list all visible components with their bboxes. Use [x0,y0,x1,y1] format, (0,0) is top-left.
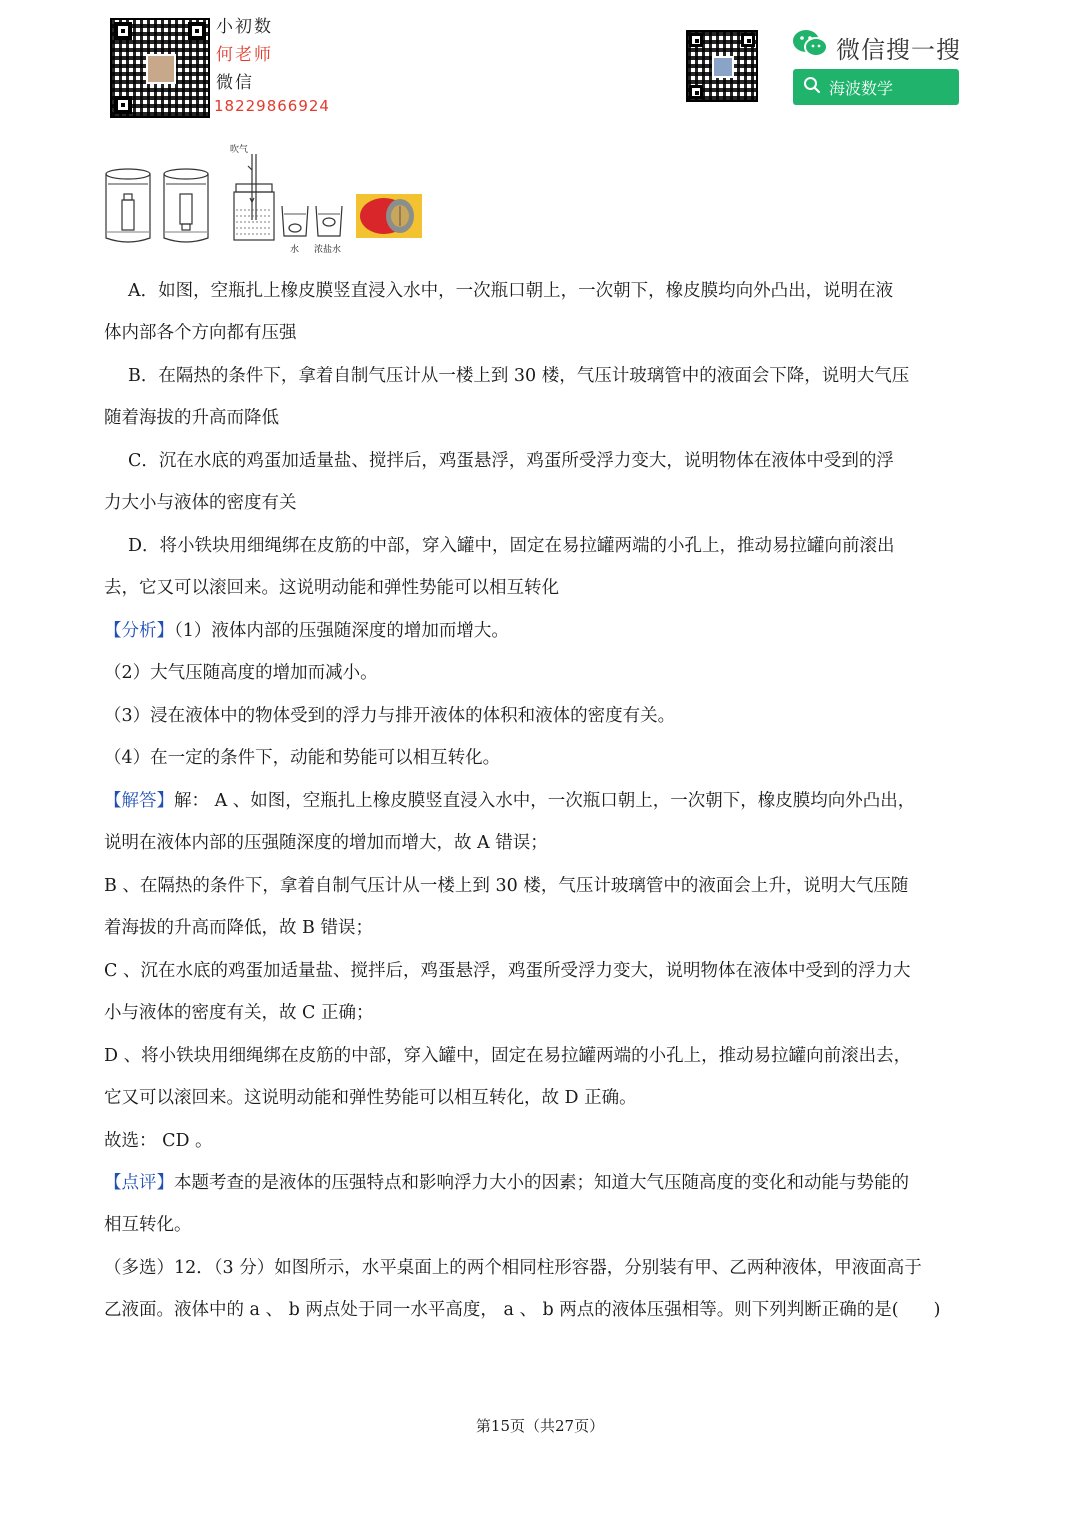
official-account-qr-code-icon [686,30,758,102]
handwritten-note-2: 何老师 [216,45,273,65]
option-d-line-1: D．将小铁块用细绳绑在皮筋的中部，穿入罐中，固定在易拉罐两端的小孔上，推动易拉罐向前滚出 [128,536,895,556]
beaker-bottle-down-figure [164,169,208,242]
option-a-line-2: 体内部各个方向都有压强 [104,323,297,343]
question-12-line-2: 乙液面。液体中的 a 、 b 两点处于同一水平高度， a 、 b 两点的液体压强相等。则下列判断正确的是( ) [104,1300,941,1320]
wechat-logo-icon [792,28,828,60]
analysis-item: （3）浸在液体中的物体受到的浮力与排开液体的体积和液体的密度有关。 [104,706,676,726]
blow-label: 吹气 [230,145,249,155]
egg-brine-figure [314,206,342,255]
answer-tag: 【解答】 [104,791,174,811]
answer-text: D 、将小铁块用细绳绑在皮筋的中部，穿入罐中，固定在易拉罐两端的小孔上，推动易拉罐向前滚出去， [104,1046,912,1066]
water-label: 水 [290,245,300,255]
rolling-can-photo [356,194,422,238]
brine-label: 浓盐水 [314,245,342,255]
answer-text: B 、在隔热的条件下，拿着自制气压计从一楼上到 30 楼，气压计玻璃管中的液面会上升，说明大气压随 [104,876,909,896]
option-b-line-2: 随着海拔的升高而降低 [104,408,279,428]
handwritten-phone: 18229866924 [214,97,330,115]
page-number: 第15页（共27页） [475,1417,605,1435]
answer-text: 小与液体的密度有关，故 C 正确； [104,1003,374,1023]
option-c-line-2: 力大小与液体的密度有关 [104,493,297,513]
handwritten-note-3: 微信 [216,73,254,93]
question-12-line-1: （多选）12．（3 分）如图所示，水平桌面上的两个相同柱形容器，分别装有甲、乙两种液体，甲液面高于 [104,1258,922,1278]
option-b-line-1: B．在隔热的条件下，拿着自制气压计从一楼上到 30 楼，气压计玻璃管中的液面会下降，说明大气压 [128,366,910,386]
answer-text: C 、沉在水底的鸡蛋加适量盐、搅拌后，鸡蛋悬浮，鸡蛋所受浮力变大，说明物体在液体中受到的浮力大 [104,961,911,981]
option-c-line-1: C．沉在水底的鸡蛋加适量盐、搅拌后，鸡蛋悬浮，鸡蛋所受浮力变大，说明物体在液体中受到的浮 [128,451,894,471]
barometer-figure [230,143,274,240]
analysis-item: （2）大气压随高度的增加而减小。 [104,663,378,683]
comment-line-1 [104,1168,909,1198]
comment-tag: 【点评】 [104,1173,174,1193]
answer-line-1 [104,786,915,816]
answer-text: 着海拔的升高而降低，故 B 错误； [104,918,373,938]
comment-text: 本题考查的是液体的压强特点和影响浮力大小的因素；知道大气压随高度的变化和动能与势能的 [174,1173,909,1193]
comment-text: 相互转化。 [104,1215,192,1235]
search-button-label: 海波数学 [829,78,894,98]
analysis-line-1 [104,616,509,646]
handwritten-note-1: 小初数 [216,17,273,37]
wechat-qr-code-icon [110,18,210,118]
answer-choice: 故选： CD 。 [104,1131,213,1151]
wechat-search-title: 微信搜一搜 [836,36,961,64]
experiment-figures [100,140,430,260]
egg-water-figure [282,206,308,255]
option-d-line-2: 去，它又可以滚回来。这说明动能和弹性势能可以相互转化 [104,578,559,598]
beaker-bottle-up-figure [106,169,150,242]
answer-text: 说明在液体内部的压强随深度的增加而增大，故 A 错误； [104,833,548,853]
analysis-item: （4）在一定的条件下，动能和势能可以相互转化。 [104,748,501,768]
analysis-tag: 【分析】 [104,621,174,641]
answer-text: 它又可以滚回来。这说明动能和弹性势能可以相互转化，故 D 正确。 [104,1088,637,1108]
option-a-line-1: A．如图，空瓶扎上橡皮膜竖直浸入水中，一次瓶口朝上，一次朝下，橡皮膜均向外凸出，说明在液 [128,281,894,301]
search-button[interactable] [793,69,959,105]
answer-text: 解： A 、如图，空瓶扎上橡皮膜竖直浸入水中，一次瓶口朝上，一次朝下，橡皮膜均向外凸出， [174,791,916,811]
search-icon [803,76,821,98]
analysis-item: （1）液体内部的压强随深度的增加而增大。 [174,621,509,641]
